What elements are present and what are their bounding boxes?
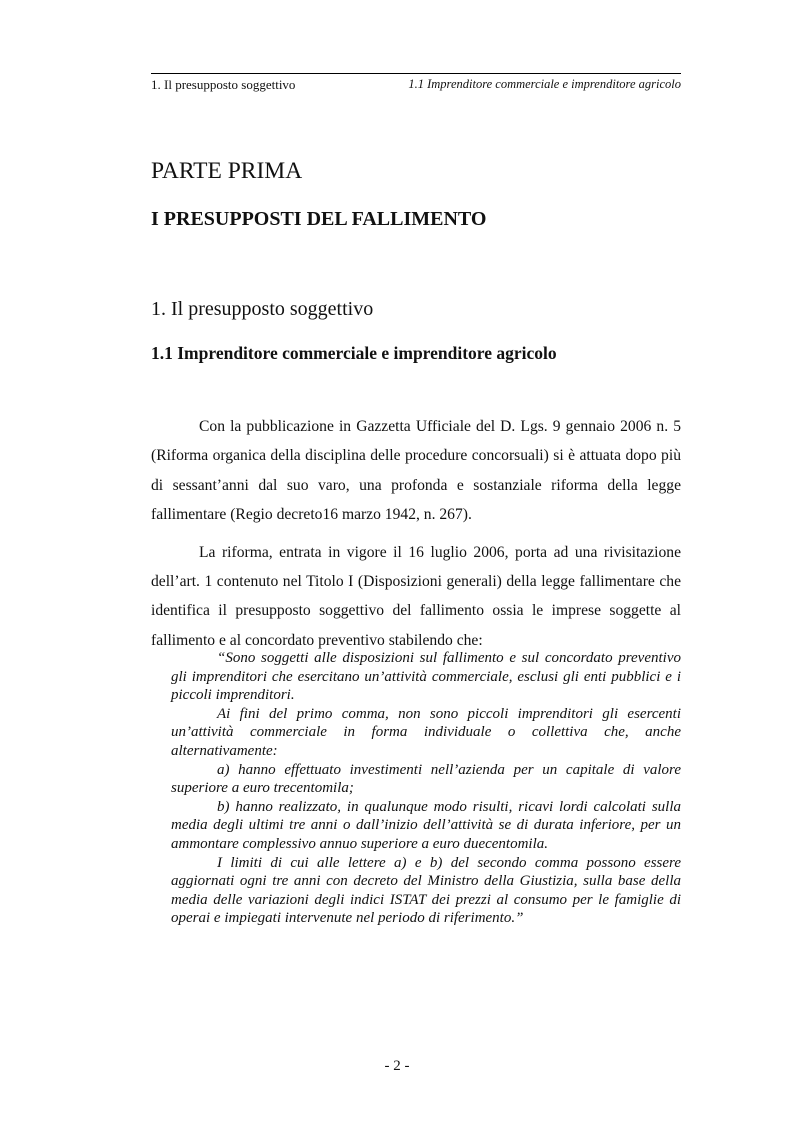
part-title: PARTE PRIMA [151,158,303,184]
quote-paragraph: Ai fini del primo comma, non sono piccoli imprenditori gli esercenti un’attività commerciale in forma individuale o collettiva che, anche alternativamente: [171,705,681,759]
quote-paragraph: I limiti di cui alle lettere a) e b) del secondo comma possono essere aggiornati ogni tre anni con decreto del Ministro della Giustizia, sulla base della media delle variazioni degli indici ISTAT dei prezzi al consumo per le famiglie di operai e impiegati intervenute nel periodo di riferimento.” [171,854,681,927]
quote-paragraph: b) hanno realizzato, in qualunque modo risulti, ricavi lordi calcolati sulla media degli ultimi tre anni o dall’inizio dell’attività se di durata inferiore, per un ammontare complessivo annuo superiore a euro duecentomila. [171,798,681,852]
quote-paragraph: “Sono soggetti alle disposizioni sul fallimento e sul concordato preventivo gli imprenditori che esercitano un’attività commerciale, esclusi gli enti pubblici e i piccoli imprenditori. [171,650,681,704]
law-quotation [171,649,681,928]
subsection-title: 1.1 Imprenditore commerciale e imprenditore agricolo [151,343,557,363]
section-title: 1. Il presupposto soggettivo [151,298,374,320]
header-section: 1.1 Imprenditore commerciale e imprenditore agricolo [408,77,681,91]
header-chapter: 1. Il presupposto soggettivo [151,77,296,92]
quote-paragraph: a) hanno effettuato investimenti nell’azienda per un capitale di valore superiore a euro trecentomila; [171,761,681,797]
paragraph: Con la pubblicazione in Gazzetta Ufficiale del D. Lgs. 9 gennaio 2006 n. 5 (Riforma organica della disciplina delle procedure concorsuali) si è attuata dopo più di sessant’anni dal suo varo, una profonda e sostanziale riforma della legge fallimentare (Regio decreto16 marzo 1942, n. 267). [151,418,681,524]
body-text [151,412,681,663]
running-header [151,73,681,97]
page-number: - 2 - [384,1058,410,1074]
paragraph: La riforma, entrata in vigore il 16 luglio 2006, porta ad una rivisitazione dell’art. 1 contenuto nel Titolo I (Disposizioni generali) della legge fallimentare che identifica il presupposto soggettivo del fallimento ossia le imprese soggette al fallimento e al concordato preventivo stabilendo che: [151,543,681,649]
part-subtitle: I PRESUPPOSTI DEL FALLIMENTO [151,208,487,230]
